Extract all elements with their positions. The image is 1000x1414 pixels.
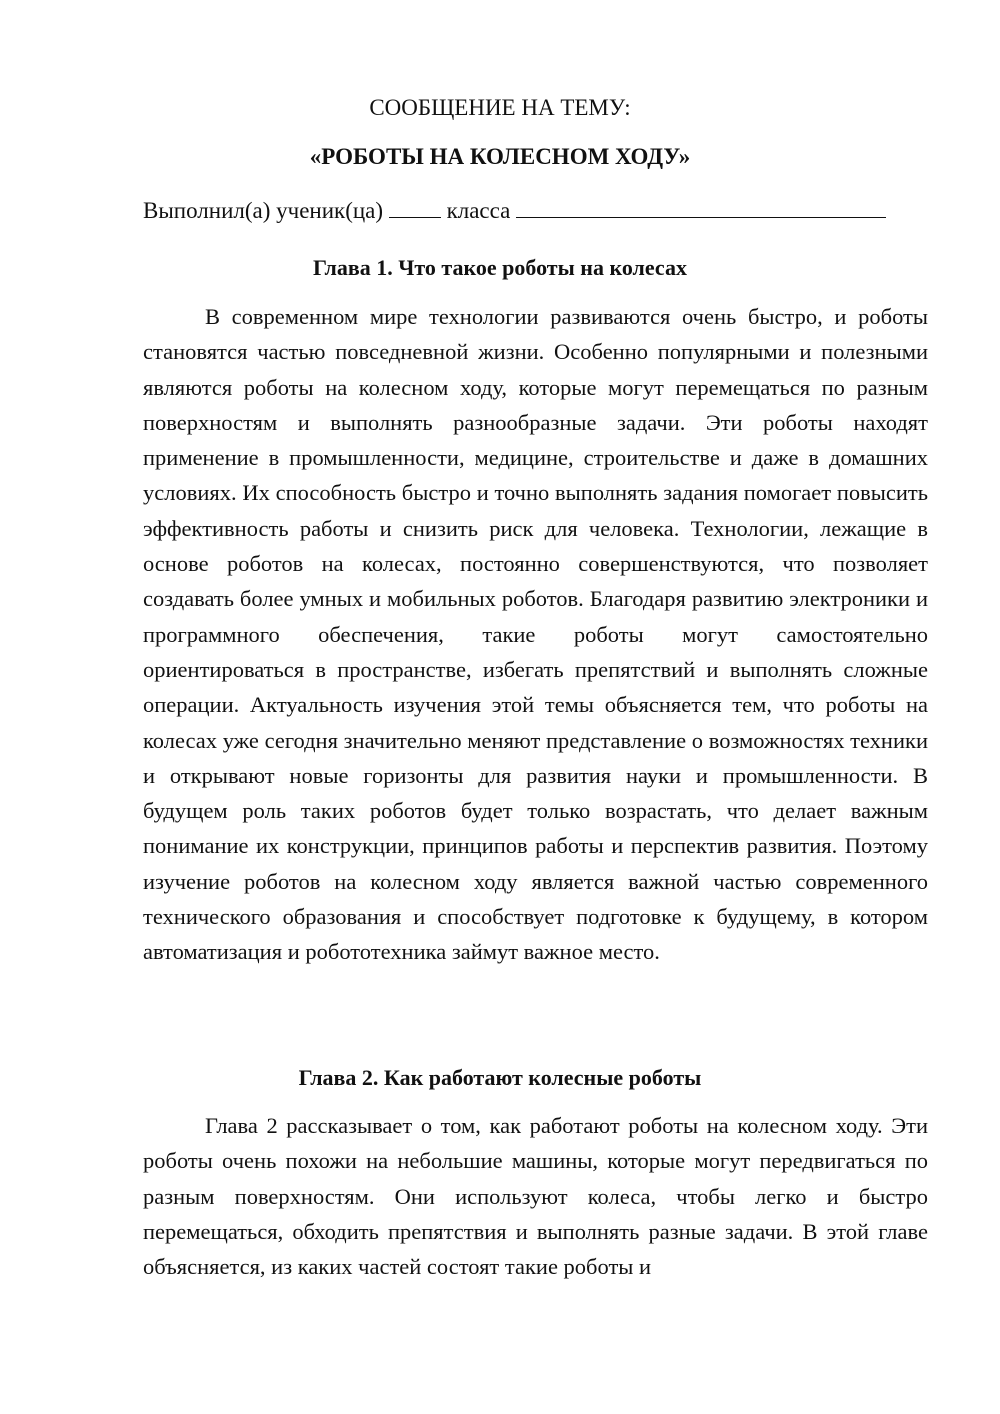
author-line — [143, 196, 928, 226]
chapter-1-paragraph: В современном мире технологии развиваются очень быстро, и роботы становятся частью повседневной жизни. Особенно популярными и полезными являются роботы на колесном ходу, которые могут перемещаться по разным поверхностям и выполнять разнообразные задачи. Эти роботы находят применение в промышленности, медицине, строительстве и даже в домашних условиях. Их способность быстро и точно выполнять задания помогает повысить эффективность работы и снизить риск для человека. Технологии, лежащие в основе роботов на колесах, постоянно совершенствуются, что позволяет создавать более умных и мобильных роботов. Благодаря развитию электроники и программного обеспечения, такие роботы могут самостоятельно ориентироваться в пространстве, избегать препятствий и выполнять сложные операции. Актуальность изучения этой темы объясняется тем, что роботы на колесах уже сегодня значительно меняют представление о возможностях техники и открывают новые горизонты для развития науки и промышленности. В будущем роль таких роботов будет только возрастать, что делает важным понимание их конструкции, принципов работы и перспектив развития. Поэтому изучение роботов на колесном ходу является важной частью современного технического образования и способствует подготовке к будущему, в котором автоматизация и робототехника займут важное место. — [143, 304, 928, 965]
class-number-blank — [389, 197, 441, 218]
student-name-blank — [516, 197, 886, 218]
chapter-1-heading: Глава 1. Что такое роботы на колесах — [313, 255, 687, 280]
chapter-2-heading: Глава 2. Как работают колесные роботы — [298, 1065, 702, 1090]
class-label: класса — [446, 198, 511, 223]
document-title: «РОБОТЫ НА КОЛЕСНОМ ХОДУ» — [309, 144, 691, 169]
performed-by-label: Выполнил(а) ученик(ца) — [143, 198, 384, 223]
topic-line: СООБЩЕНИЕ НА ТЕМУ: — [369, 95, 631, 120]
chapter-2-paragraph: Глава 2 рассказывает о том, как работают роботы на колесном ходу. Эти роботы очень похожи на небольшие машины, которые могут передвигаться по разным поверхностям. Они используют колеса, чтобы легко и быстро перемещаться, обходить препятствия и выполнять разные задачи. В этой главе объясняется, из каких частей состоят такие роботы и — [143, 1113, 928, 1280]
